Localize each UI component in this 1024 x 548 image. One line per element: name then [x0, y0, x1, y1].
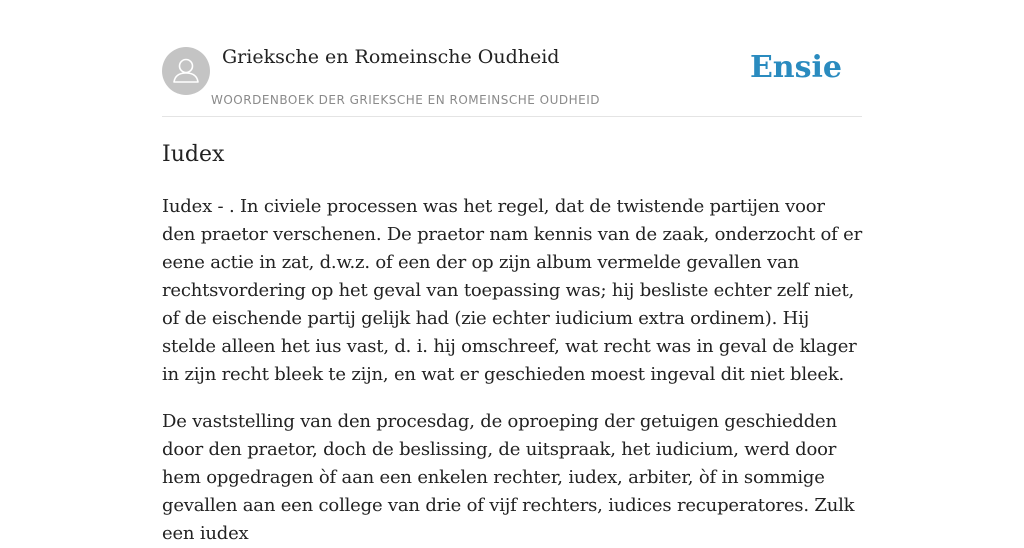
- site-header: [162, 46, 862, 117]
- entry-paragraph: De vaststelling van den procesdag, de oproeping der getuigen geschiedden door den praetor, doch de beslissing, de uitspraak, het iudicium, werd door hem opgedragen òf aan een enkelen rechter, iudex, arbiter, òf in sommige gevallen aan een college van drie of vijf rechters, iudices recuperatores. Zulk een iudex: [162, 411, 855, 544]
- entry-content: [162, 140, 862, 548]
- brand-logo[interactable]: Ensie: [749, 50, 842, 85]
- entry-title: Iudex: [162, 142, 225, 167]
- site-subtitle: WOORDENBOEK DER GRIEKSCHE EN ROMEINSCHE OUDHEID: [211, 93, 601, 107]
- site-title[interactable]: Grieksche en Romeinsche Oudheid: [222, 46, 560, 68]
- entry-paragraph: Iudex - . In civiele processen was het regel, dat de twistende partijen voor den praetor verschenen. De praetor nam kennis van de zaak, onderzocht of er eene actie in zat, d.w.z. of een der op zijn album vermelde gevallen van rechtsvordering op het geval van toepassing was; hij besliste echter zelf niet, of de eischende partij gelijk had (zie echter iudicium extra ordinem). Hij stelde alleen het ius vast, d. i. hij omschreef, wat recht was in geval de klager in zijn recht bleek te zijn, en wat er geschieden moest ingeval dit niet bleek.: [162, 196, 862, 385]
- user-icon[interactable]: [162, 47, 210, 95]
